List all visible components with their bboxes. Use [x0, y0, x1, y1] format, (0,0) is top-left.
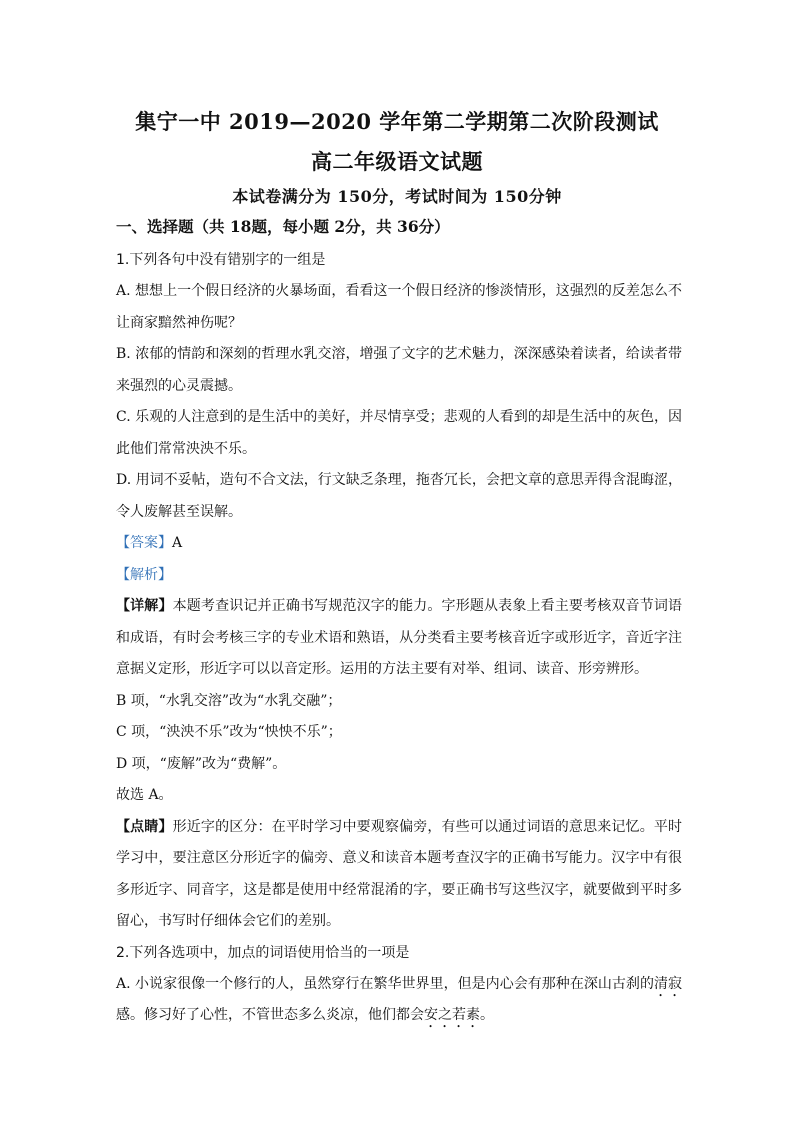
tip-tag: 【点睛】 [116, 818, 173, 835]
question-1-option-b: B. 浓郁的情韵和深刻的哲理水乳交溶，增强了文字的艺术魅力，深深感染着读者，给读者带来强烈的心灵震撼。 [116, 346, 682, 394]
question-1-option-a: A. 想想上一个假日经济的火暴场面，看看这一个假日经济的惨淡情形，这强烈的反差怎么不让商家黯然神伤呢？ [116, 283, 682, 331]
answer-line [116, 528, 682, 560]
question-1-option-c: C. 乐观的人注意到的是生活中的美好，并尽情享受；悲观的人看到的却是生活中的灰色，因此他们常常泱泱不乐。 [116, 409, 682, 457]
question-1-stem: 1.下列各句中没有错别字的一组是 [116, 252, 326, 268]
analysis-line [116, 560, 682, 592]
detail-text: 本题考查识记并正确书写规范汉字的能力。字形题从表象上看主要考核双音节词语和成语，有时会考核三字的专业术语和熟语，从分类看主要考核音近字或形近字，音近字注意据义定形，形近字可以以音定形。运用的方法主要有对举、组词、读音、形旁辨形。 [116, 598, 683, 677]
detail-tag: 【详解】 [116, 598, 173, 614]
answer-value: A [172, 535, 183, 551]
question-2-stem: 2.下列各选项中，加点的词语使用恰当的一项是 [116, 944, 410, 961]
answer-tag: 【答案】 [116, 535, 172, 551]
exam-info: 本试卷满分为 150分，考试时间为 150分钟 [232, 187, 562, 206]
exam-title: 集宁一中 2019—2020 学年第二学期第二次阶段测试 [135, 109, 659, 134]
dotted-word-1: 清寂 [653, 975, 682, 992]
dotted-word-2: 安之若素 [424, 1007, 480, 1023]
detail-paragraph [116, 591, 682, 686]
question-2-option-a [116, 969, 682, 1032]
option-a-prefix: A. 小说家很像一个修行的人，虽然穿行在繁华世界里，但是内心会有那种在深山古刹的 [116, 975, 654, 992]
conclusion: 故选 A。 [116, 787, 173, 803]
tip-paragraph [116, 812, 682, 938]
tip-text: 形近字的区分：在平时学习中要观察偏旁，有些可以通过词语的意思来记忆。平时学习中，要注意区分形近字的偏旁、意义和读音本题考查汉字的正确书写能力。汉字中有很多形近字、同音字，这是都是使用中经常混淆的字，要正确书写这些汉字，就要做到平时多留心，书写时仔细体会它们的差别。 [116, 818, 683, 929]
section-heading: 一、选择题（共 18题，每小题 2分，共 36分） [116, 217, 450, 236]
fix-d: D 项，“废解”改为“费解”。 [116, 755, 287, 772]
fix-c: C 项，“泱泱不乐”改为“怏怏不乐”； [116, 724, 342, 740]
option-a-end: 。 [480, 1007, 494, 1023]
analysis-tag: 【解析】 [116, 566, 172, 583]
fix-b: B 项，“水乳交溶”改为“水乳交融”； [116, 692, 342, 709]
question-1-option-d: D. 用词不妥帖，造句不合文法，行文缺乏条理，拖沓冗长，会把文章的意思弄得含混晦涩，令人废解甚至误解。 [116, 472, 682, 520]
document-body [116, 214, 682, 1032]
option-a-mid: 感。修习好了心性，不管世态多么炎凉，他们都会 [116, 1007, 424, 1023]
paper-subtitle: 高二年级语文试题 [311, 149, 483, 174]
